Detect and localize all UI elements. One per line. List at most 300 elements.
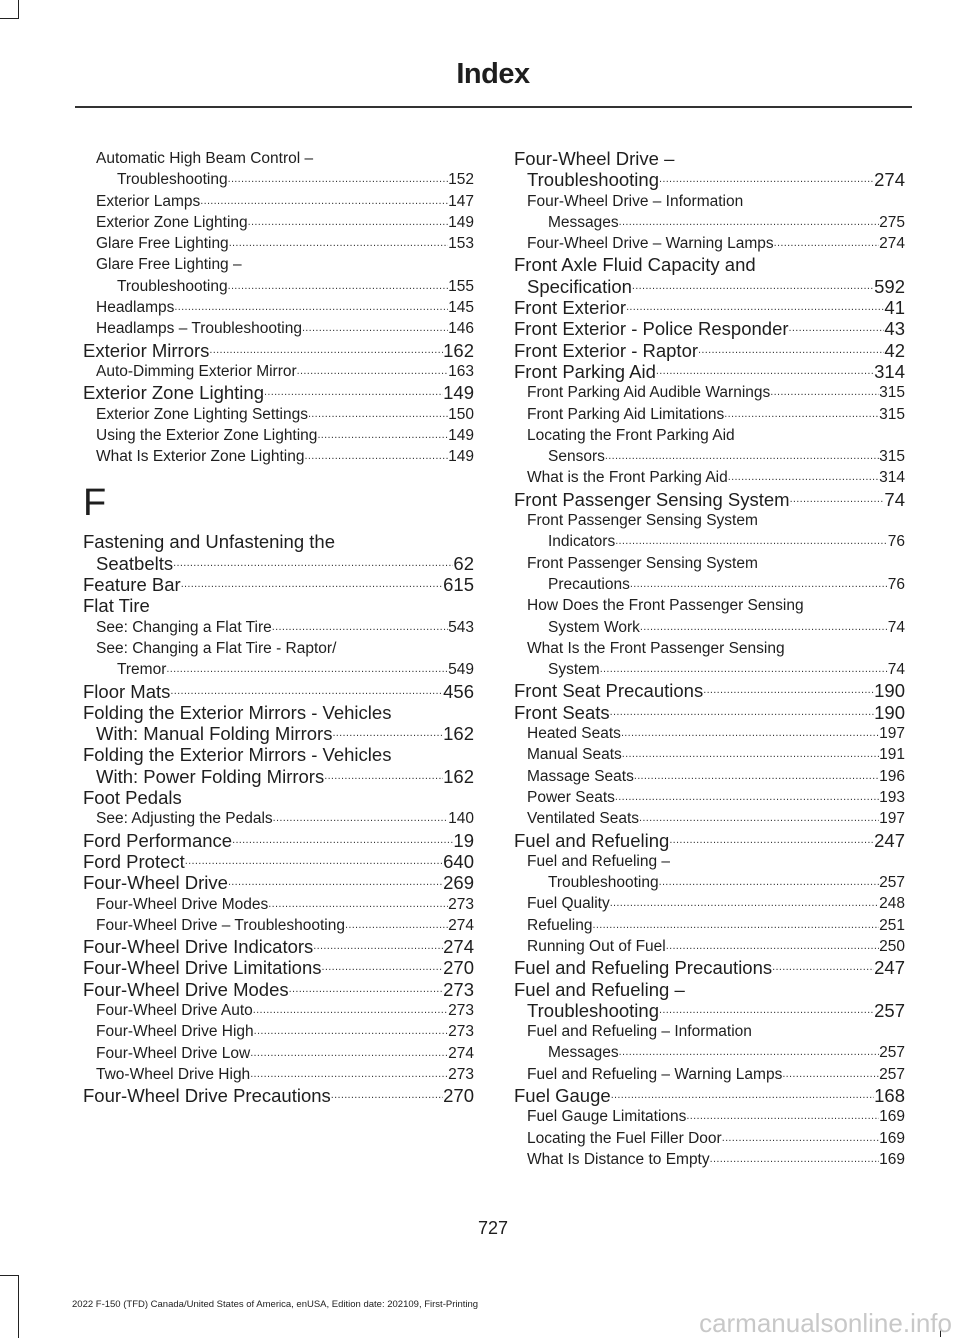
entry-text-continued: Troubleshooting xyxy=(548,874,659,892)
index-entry-continuation[interactable] xyxy=(83,723,474,744)
entry-text: See: Changing a Flat Tire - Raptor/ xyxy=(96,639,337,657)
index-entry[interactable] xyxy=(83,148,474,169)
index-entry-continuation[interactable] xyxy=(83,553,474,574)
dot-leader xyxy=(656,361,874,382)
entry-text: Exterior Lamps xyxy=(96,192,201,210)
index-entry[interactable] xyxy=(514,1149,905,1170)
entry-text-continued: Sensors xyxy=(548,448,605,466)
index-entry[interactable] xyxy=(83,894,474,915)
dot-leader xyxy=(229,233,448,254)
entry-page[interactable]: 247 xyxy=(874,829,905,851)
entry-text: Heated Seats xyxy=(527,725,621,743)
entry-page[interactable]: 456 xyxy=(443,680,474,702)
entry-text: What Is Exterior Zone Lighting xyxy=(96,448,305,466)
entry-page[interactable]: 169 xyxy=(879,1150,905,1168)
entry-page[interactable]: 314 xyxy=(879,469,905,487)
entry-text-continued: Specification xyxy=(527,275,632,297)
edition-footer: 2022 F-150 (TFD) Canada/United States of America, enUSA, Edition date: 202109, First-Printing xyxy=(72,1299,479,1310)
index-entry[interactable] xyxy=(514,489,905,510)
dot-leader xyxy=(324,766,443,787)
entry-page[interactable]: 257 xyxy=(874,999,905,1021)
dot-leader xyxy=(332,723,443,744)
entry-text: See: Changing a Flat Tire xyxy=(96,618,272,636)
index-entry[interactable] xyxy=(83,872,474,893)
index-entry[interactable] xyxy=(514,595,905,616)
index-entry[interactable] xyxy=(83,425,474,446)
index-entry[interactable] xyxy=(83,979,474,1000)
entry-page[interactable]: 149 xyxy=(443,382,474,404)
entry-page[interactable]: 193 xyxy=(879,788,905,806)
index-entry[interactable] xyxy=(514,723,905,744)
index-entry[interactable] xyxy=(83,531,474,552)
entry-text: Front Axle Fluid Capacity and xyxy=(514,254,756,276)
entry-page[interactable]: 163 xyxy=(448,362,474,380)
dot-leader xyxy=(659,872,880,893)
entry-page[interactable]: 315 xyxy=(879,405,905,423)
entry-text: Running Out of Fuel xyxy=(527,937,666,955)
entry-text: Four-Wheel Drive – Warning Lamps xyxy=(527,235,774,253)
index-entry[interactable] xyxy=(514,744,905,765)
entry-page[interactable]: 76 xyxy=(887,533,905,551)
entry-page[interactable]: 314 xyxy=(874,360,905,382)
index-entry[interactable] xyxy=(514,851,905,872)
entry-page[interactable]: 273 xyxy=(448,1023,474,1041)
index-entry[interactable] xyxy=(83,297,474,318)
entry-text-continued: System xyxy=(548,661,600,679)
entry-page[interactable]: 74 xyxy=(887,661,905,679)
entry-page[interactable]: 269 xyxy=(443,872,474,894)
dot-leader xyxy=(619,212,879,233)
entry-page[interactable]: 74 xyxy=(887,618,905,636)
index-entry[interactable] xyxy=(514,191,905,212)
index-entry[interactable] xyxy=(83,702,474,723)
entry-page[interactable]: 41 xyxy=(884,297,905,319)
dot-leader xyxy=(724,404,879,425)
entry-text: Four-Wheel Drive Modes xyxy=(96,895,269,913)
index-entry[interactable] xyxy=(514,1106,905,1127)
index-entry[interactable] xyxy=(514,425,905,446)
entry-text-continued: Messages xyxy=(548,213,619,231)
entry-page[interactable]: 257 xyxy=(879,1044,905,1062)
index-entry[interactable] xyxy=(514,553,905,574)
entry-text: Refueling xyxy=(527,916,593,934)
index-entry[interactable] xyxy=(514,830,905,851)
entry-text: Ford Protect xyxy=(83,850,185,872)
entry-text-continued: Troubleshooting xyxy=(527,169,659,191)
entry-text-continued: Indicators xyxy=(548,533,616,551)
entry-text: Four-Wheel Drive Auto xyxy=(96,1001,253,1019)
entry-page[interactable]: 197 xyxy=(879,725,905,743)
entry-page[interactable]: 169 xyxy=(879,1108,905,1126)
index-entry[interactable] xyxy=(83,617,474,638)
index-entry[interactable] xyxy=(514,936,905,957)
entry-text: Folding the Exterior Mirrors - Vehicles xyxy=(83,701,392,723)
entry-page[interactable]: 275 xyxy=(879,213,905,231)
dot-leader xyxy=(666,936,879,957)
entry-text: Front Passenger Sensing System xyxy=(527,554,758,572)
entry-text-continued: Troubleshooting xyxy=(527,999,659,1021)
entry-page[interactable]: 615 xyxy=(443,574,474,596)
entry-text: Ventilated Seats xyxy=(527,810,640,828)
dot-leader xyxy=(686,1106,879,1127)
entry-page[interactable]: 274 xyxy=(443,936,474,958)
index-entry[interactable] xyxy=(83,744,474,765)
entry-page[interactable]: 257 xyxy=(879,874,905,892)
dot-leader xyxy=(272,617,448,638)
index-entry[interactable] xyxy=(514,254,905,275)
dot-leader xyxy=(728,467,879,488)
entry-page[interactable]: 147 xyxy=(448,192,474,210)
index-column-right xyxy=(514,148,905,1170)
index-entry[interactable] xyxy=(83,233,474,254)
dot-leader xyxy=(610,702,874,723)
entry-text: Using the Exterior Zone Lighting xyxy=(96,426,318,444)
index-entry[interactable] xyxy=(83,808,474,829)
index-entry[interactable] xyxy=(514,404,905,425)
entry-text: Front Seat Precautions xyxy=(514,680,704,702)
entry-text-continued: With: Power Folding Mirrors xyxy=(96,765,325,787)
index-entry[interactable] xyxy=(83,318,474,339)
entry-text: Power Seats xyxy=(527,788,615,806)
dot-leader xyxy=(273,808,448,829)
index-entry[interactable] xyxy=(83,574,474,595)
index-entry-continuation[interactable] xyxy=(514,531,905,552)
index-entry[interactable] xyxy=(83,361,474,382)
entry-text: Exterior Zone Lighting xyxy=(96,213,248,231)
entry-page[interactable]: 273 xyxy=(443,978,474,1000)
index-entry[interactable] xyxy=(83,957,474,978)
entry-text: How Does the Front Passenger Sensing xyxy=(527,597,804,615)
dot-leader xyxy=(248,212,448,233)
entry-page[interactable]: 543 xyxy=(448,618,474,636)
dot-leader xyxy=(253,1000,448,1021)
entry-page[interactable]: 76 xyxy=(887,575,905,593)
entry-page[interactable]: 270 xyxy=(443,957,474,979)
index-entry[interactable] xyxy=(83,1085,474,1106)
entry-text: Auto-Dimming Exterior Mirror xyxy=(96,362,297,380)
index-entry[interactable] xyxy=(514,382,905,403)
index-entry-continuation[interactable] xyxy=(514,446,905,467)
index-entry[interactable] xyxy=(83,1064,474,1085)
entry-text: Fastening and Unfastening the xyxy=(83,531,335,553)
dot-leader xyxy=(209,340,443,361)
index-entry[interactable] xyxy=(514,1085,905,1106)
dot-leader xyxy=(170,681,443,702)
entry-text: Fuel Quality xyxy=(527,895,610,913)
dot-leader xyxy=(669,830,874,851)
index-entry[interactable] xyxy=(514,1128,905,1149)
dot-leader xyxy=(254,1021,448,1042)
dot-leader xyxy=(622,744,879,765)
entry-page[interactable]: 274 xyxy=(879,235,905,253)
index-entry[interactable] xyxy=(514,787,905,808)
index-entry[interactable] xyxy=(514,808,905,829)
dot-leader xyxy=(600,659,888,680)
dot-leader xyxy=(228,872,443,893)
index-entry[interactable] xyxy=(83,936,474,957)
index-entry[interactable] xyxy=(514,915,905,936)
dot-leader xyxy=(289,979,444,1000)
entry-page[interactable]: 153 xyxy=(448,235,474,253)
entry-text: Front Passenger Sensing System xyxy=(514,488,790,510)
index-entry[interactable] xyxy=(83,830,474,851)
index-entry[interactable] xyxy=(83,212,474,233)
entry-text: Feature Bar xyxy=(83,574,181,596)
index-column-left xyxy=(83,148,474,1106)
entry-text: Two-Wheel Drive High xyxy=(96,1065,251,1083)
index-entry[interactable] xyxy=(514,467,905,488)
entry-text: Four-Wheel Drive High xyxy=(96,1023,254,1041)
index-entry[interactable] xyxy=(83,404,474,425)
entry-page[interactable]: 592 xyxy=(874,275,905,297)
dot-leader xyxy=(698,340,884,361)
index-entry[interactable] xyxy=(514,893,905,914)
entry-page[interactable]: 247 xyxy=(874,957,905,979)
dot-leader xyxy=(593,915,880,936)
entry-page[interactable]: 274 xyxy=(448,1044,474,1062)
entry-text: Four-Wheel Drive xyxy=(83,872,228,894)
dot-leader xyxy=(615,787,879,808)
index-entry[interactable] xyxy=(83,382,474,403)
index-entry[interactable] xyxy=(514,510,905,531)
entry-page[interactable]: 149 xyxy=(448,213,474,231)
index-entry[interactable] xyxy=(514,297,905,318)
index-entry-continuation[interactable] xyxy=(514,574,905,595)
entry-text: Four-Wheel Drive Limitations xyxy=(83,957,322,979)
index-entry-continuation[interactable] xyxy=(514,212,905,233)
index-entry[interactable] xyxy=(514,148,905,169)
index-entry[interactable] xyxy=(514,979,905,1000)
entry-page[interactable]: 149 xyxy=(448,448,474,466)
entry-page[interactable]: 251 xyxy=(879,916,905,934)
entry-page[interactable]: 162 xyxy=(443,765,474,787)
entry-page[interactable]: 140 xyxy=(448,810,474,828)
index-entry[interactable] xyxy=(514,233,905,254)
index-entry[interactable] xyxy=(514,1021,905,1042)
dot-leader xyxy=(790,489,885,510)
entry-text-continued: Troubleshooting xyxy=(117,277,228,295)
entry-text-continued: With: Manual Folding Mirrors xyxy=(96,723,333,745)
entry-text: Exterior Zone Lighting Settings xyxy=(96,405,308,423)
entry-text: Locating the Front Parking Aid xyxy=(527,426,735,444)
entry-text: Floor Mats xyxy=(83,680,171,702)
index-entry[interactable] xyxy=(83,851,474,872)
entry-page[interactable]: 149 xyxy=(448,426,474,444)
dot-leader xyxy=(232,830,453,851)
entry-text: Four-Wheel Drive – Information xyxy=(527,192,744,210)
entry-text: Automatic High Beam Control – xyxy=(96,150,314,167)
index-entry-continuation[interactable] xyxy=(514,1042,905,1063)
index-entry[interactable] xyxy=(83,1021,474,1042)
dot-leader xyxy=(619,1042,879,1063)
index-entry[interactable] xyxy=(83,1000,474,1021)
dot-leader xyxy=(703,680,874,701)
dot-leader xyxy=(611,1085,874,1106)
entry-page[interactable]: 19 xyxy=(453,829,474,851)
entry-page[interactable]: 190 xyxy=(874,701,905,723)
index-entry[interactable] xyxy=(83,595,474,616)
dot-leader xyxy=(605,446,879,467)
entry-text-continued: Precautions xyxy=(548,575,630,593)
index-entry-continuation[interactable] xyxy=(514,659,905,680)
entry-page[interactable]: 74 xyxy=(884,488,905,510)
dot-leader xyxy=(317,425,448,446)
entry-page[interactable]: 190 xyxy=(874,680,905,702)
dot-leader xyxy=(782,1064,879,1085)
entry-text: Flat Tire xyxy=(83,595,150,617)
entry-page[interactable]: 191 xyxy=(879,746,905,764)
entry-page[interactable]: 549 xyxy=(448,661,474,679)
entry-text: What Is Distance to Empty xyxy=(527,1150,710,1168)
entry-text: Four-Wheel Drive Modes xyxy=(83,978,289,1000)
index-entry[interactable] xyxy=(83,1043,474,1064)
index-entry-continuation[interactable] xyxy=(514,276,905,297)
entry-text: Front Parking Aid Audible Warnings xyxy=(527,384,771,402)
dot-leader xyxy=(789,318,885,339)
dot-leader xyxy=(166,659,448,680)
index-entry[interactable] xyxy=(83,787,474,808)
dot-leader xyxy=(772,957,874,978)
index-entry-continuation[interactable] xyxy=(514,617,905,638)
index-entry[interactable] xyxy=(514,702,905,723)
entry-page[interactable]: 169 xyxy=(879,1129,905,1147)
index-entry[interactable] xyxy=(83,638,474,659)
entry-page[interactable]: 315 xyxy=(879,384,905,402)
crop-mark-bottom-left xyxy=(0,1275,19,1338)
entry-page[interactable]: 196 xyxy=(879,767,905,785)
entry-text: Glare Free Lighting – xyxy=(96,256,242,274)
index-entry[interactable] xyxy=(514,318,905,339)
entry-text: Four-Wheel Drive – Troubleshooting xyxy=(96,916,345,934)
dot-leader xyxy=(250,1064,448,1085)
entry-text: Four-Wheel Drive – xyxy=(514,148,675,169)
index-entry[interactable] xyxy=(83,681,474,702)
entry-text: Fuel and Refueling – Warning Lamps xyxy=(527,1065,783,1083)
entry-page[interactable]: 248 xyxy=(879,895,905,913)
dot-leader xyxy=(228,276,449,297)
dot-leader xyxy=(626,297,884,318)
entry-page[interactable]: 162 xyxy=(443,723,474,745)
entry-page[interactable]: 274 xyxy=(448,916,474,934)
dot-leader xyxy=(640,617,888,638)
entry-text: Manual Seats xyxy=(527,746,622,764)
dot-leader xyxy=(659,1000,874,1021)
entry-page[interactable]: 257 xyxy=(879,1065,905,1083)
entry-text: Four-Wheel Drive Indicators xyxy=(83,936,314,958)
entry-text: Four-Wheel Drive Low xyxy=(96,1044,251,1062)
entry-text: Glare Free Lighting xyxy=(96,235,229,253)
dot-leader xyxy=(770,382,879,403)
entry-page[interactable]: 273 xyxy=(448,1065,474,1083)
entry-page[interactable]: 150 xyxy=(448,405,474,423)
dot-leader xyxy=(610,893,879,914)
entry-page[interactable]: 62 xyxy=(453,552,474,574)
index-entry-continuation[interactable] xyxy=(514,1000,905,1021)
index-entry[interactable] xyxy=(83,254,474,275)
index-entry[interactable] xyxy=(83,191,474,212)
entry-text: Front Seats xyxy=(514,701,610,723)
dot-leader xyxy=(173,553,453,574)
crop-mark-top-left xyxy=(0,0,19,19)
dot-leader xyxy=(305,446,449,467)
index-entry[interactable] xyxy=(83,915,474,936)
entry-page[interactable]: 273 xyxy=(448,1001,474,1019)
entry-page[interactable]: 274 xyxy=(874,169,905,191)
page-title: Index xyxy=(456,58,530,90)
entry-text-continued: Messages xyxy=(548,1044,619,1062)
index-entry[interactable] xyxy=(514,957,905,978)
index-entry[interactable] xyxy=(514,680,905,701)
dot-leader xyxy=(297,361,448,382)
dot-leader xyxy=(268,894,448,915)
index-entry-continuation[interactable] xyxy=(83,659,474,680)
index-entry-continuation[interactable] xyxy=(514,169,905,190)
dot-leader xyxy=(174,297,448,318)
index-entry[interactable] xyxy=(514,1064,905,1085)
dot-leader xyxy=(302,318,448,339)
index-entry-continuation[interactable] xyxy=(83,169,474,190)
entry-text: Front Parking Aid Limitations xyxy=(527,405,725,423)
dot-leader xyxy=(185,851,443,872)
page-number: 727 xyxy=(477,1218,509,1238)
index-entry[interactable] xyxy=(83,340,474,361)
entry-text: Foot Pedals xyxy=(83,787,182,809)
index-entry[interactable] xyxy=(514,361,905,382)
entry-text: Fuel and Refueling – Information xyxy=(527,1023,752,1041)
watermark: carmanualsonline.info xyxy=(699,1308,952,1338)
entry-text: Fuel Gauge Limitations xyxy=(527,1108,687,1126)
entry-text: Front Exterior - Raptor xyxy=(514,339,699,361)
dot-leader xyxy=(308,404,448,425)
entry-page[interactable]: 152 xyxy=(448,171,474,189)
entry-page[interactable]: 168 xyxy=(874,1085,905,1107)
index-entry[interactable] xyxy=(83,446,474,467)
index-entry[interactable] xyxy=(514,766,905,787)
entry-text-continued: System Work xyxy=(548,618,640,636)
entry-page[interactable]: 250 xyxy=(879,937,905,955)
entry-page[interactable]: 155 xyxy=(448,277,474,295)
entry-page[interactable]: 145 xyxy=(448,299,474,317)
index-entry[interactable] xyxy=(514,340,905,361)
entry-page[interactable]: 315 xyxy=(879,448,905,466)
entry-page[interactable]: 270 xyxy=(443,1085,474,1107)
entry-page[interactable]: 146 xyxy=(448,320,474,338)
index-entry-continuation[interactable] xyxy=(514,872,905,893)
dot-leader xyxy=(313,936,443,957)
entry-page[interactable]: 43 xyxy=(884,318,905,340)
entry-page[interactable]: 162 xyxy=(443,339,474,361)
section-letter: F xyxy=(83,482,107,525)
entry-text-continued: Tremor xyxy=(117,661,167,679)
entry-text: Locating the Fuel Filler Door xyxy=(527,1129,722,1147)
entry-page[interactable]: 273 xyxy=(448,895,474,913)
entry-text: Headlamps xyxy=(96,299,175,317)
entry-text: See: Adjusting the Pedals xyxy=(96,810,273,828)
entry-text: Ford Performance xyxy=(83,829,233,851)
entry-text: Massage Seats xyxy=(527,767,634,785)
entry-page[interactable]: 197 xyxy=(879,810,905,828)
entry-text: Front Exterior xyxy=(514,297,627,319)
entry-text-continued: Seatbelts xyxy=(96,552,174,574)
index-entry-continuation[interactable] xyxy=(83,766,474,787)
index-entry-continuation[interactable] xyxy=(83,276,474,297)
entry-page[interactable]: 42 xyxy=(884,339,905,361)
index-entry[interactable] xyxy=(514,638,905,659)
entry-text: Fuel and Refueling – xyxy=(527,852,671,870)
entry-page[interactable]: 640 xyxy=(443,850,474,872)
dot-leader xyxy=(228,169,449,190)
entry-text: Headlamps – Troubleshooting xyxy=(96,320,302,338)
